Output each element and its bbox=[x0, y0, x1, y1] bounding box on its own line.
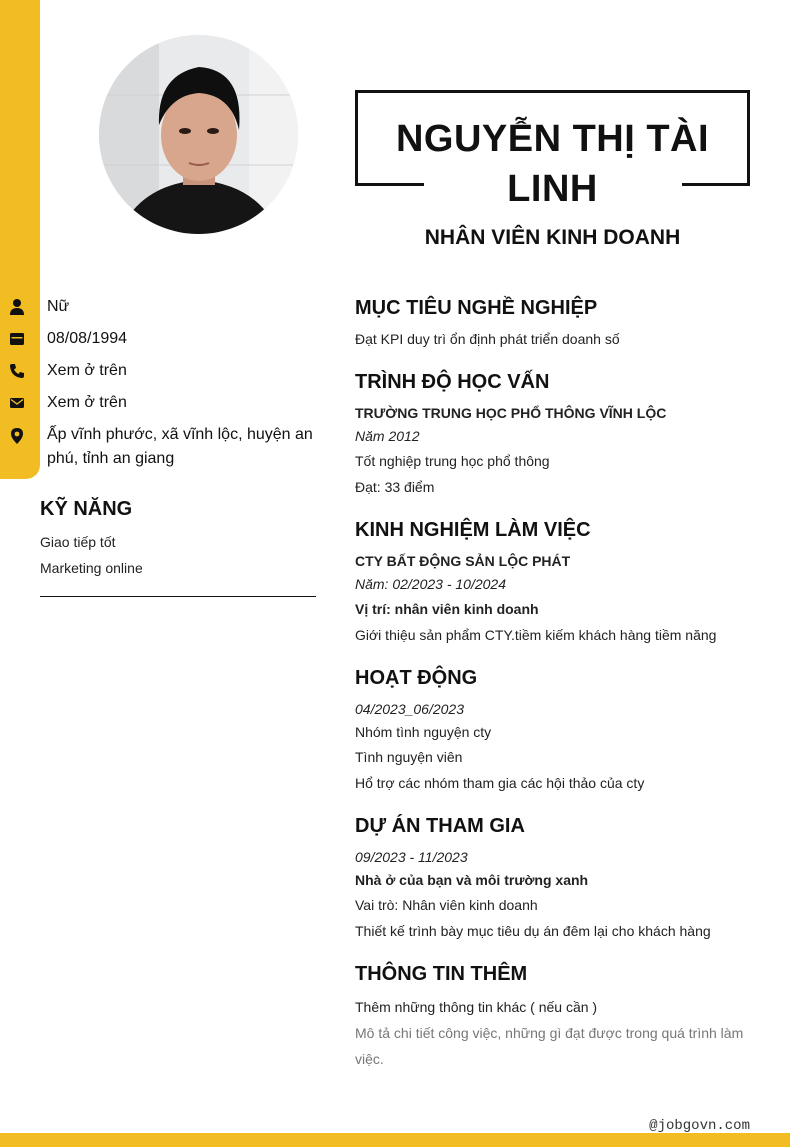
education-detail: Đạt: 33 điểm bbox=[355, 479, 435, 495]
experience-period: Năm: 02/2023 - 10/2024 bbox=[355, 576, 506, 592]
watermark-text: @jobgovn.com bbox=[649, 1118, 750, 1134]
project-role: Vai trò: Nhân viên kinh doanh bbox=[355, 897, 538, 913]
experience-position: Vị trí: nhân viên kinh doanh bbox=[355, 601, 539, 617]
job-title: NHÂN VIÊN KINH DOANH bbox=[424, 226, 681, 249]
location-icon bbox=[8, 427, 26, 445]
school-name: TRƯỜNG TRUNG HỌC PHỔ THÔNG VĨNH LỘC bbox=[355, 405, 667, 421]
objective-text: Đạt KPI duy trì ổn định phát triển doanh số bbox=[355, 331, 620, 347]
activity-item: Nhóm tình nguyện cty bbox=[355, 724, 492, 740]
skill-item: Marketing online bbox=[40, 560, 143, 576]
experience-description: Giới thiệu sản phẩm CTY.tiềm kiếm khách hàng tiềm năng bbox=[355, 627, 717, 643]
email-icon bbox=[8, 394, 26, 412]
project-name: Nhà ở của bạn và môi trường xanh bbox=[355, 872, 589, 888]
project-description: Thiết kế trình bày mục tiêu dụ án đêm lại cho khách hàng bbox=[355, 923, 711, 939]
skill-item: Giao tiếp tốt bbox=[40, 534, 116, 550]
skills-divider bbox=[40, 596, 316, 597]
education-detail: Tốt nghiệp trung học phổ thông bbox=[355, 453, 550, 469]
activities-heading: HOẠT ĐỘNG bbox=[355, 667, 478, 689]
candidate-name: NGUYỄN THỊ TÀI LINH bbox=[395, 118, 710, 210]
project-period: 09/2023 - 11/2023 bbox=[355, 849, 468, 865]
activities-period: 04/2023_06/2023 bbox=[355, 701, 464, 717]
education-heading: TRÌNH ĐỘ HỌC VẤN bbox=[355, 371, 550, 393]
skills-heading: KỸ NĂNG bbox=[40, 498, 133, 520]
person-icon bbox=[8, 298, 26, 316]
activity-item: Hổ trợ các nhóm tham gia các hội thảo của cty bbox=[355, 775, 645, 791]
additional-text: Thêm những thông tin khác ( nếu cần ) bbox=[355, 999, 598, 1015]
education-year: Năm 2012 bbox=[355, 428, 420, 444]
additional-hint: Mô tả chi tiết công việc, những gì đạt được trong quá trình làm việc. bbox=[355, 1025, 744, 1067]
projects-heading: DỰ ÁN THAM GIA bbox=[355, 815, 525, 837]
address-text: Ấp vĩnh phước, xã vĩnh lộc, huyện an phú, tỉnh an giang bbox=[47, 426, 313, 467]
email-text: Xem ở trên bbox=[47, 394, 127, 411]
additional-heading: THÔNG TIN THÊM bbox=[355, 963, 528, 985]
gender-text: Nữ bbox=[47, 298, 70, 315]
birthday-text: 08/08/1994 bbox=[47, 330, 128, 347]
experience-heading: KINH NGHIỆM LÀM VIỆC bbox=[355, 519, 591, 541]
objective-heading: MỤC TIÊU NGHỀ NGHIỆP bbox=[355, 297, 598, 319]
profile-photo bbox=[99, 35, 298, 234]
phone-text: Xem ở trên bbox=[47, 362, 127, 379]
accent-footer-bar bbox=[0, 1133, 790, 1147]
activity-item: Tình nguyện viên bbox=[355, 749, 463, 765]
phone-icon bbox=[8, 362, 26, 380]
calendar-icon bbox=[8, 330, 26, 348]
company-name: CTY BẤT ĐỘNG SẢN LỘC PHÁT bbox=[355, 553, 571, 569]
